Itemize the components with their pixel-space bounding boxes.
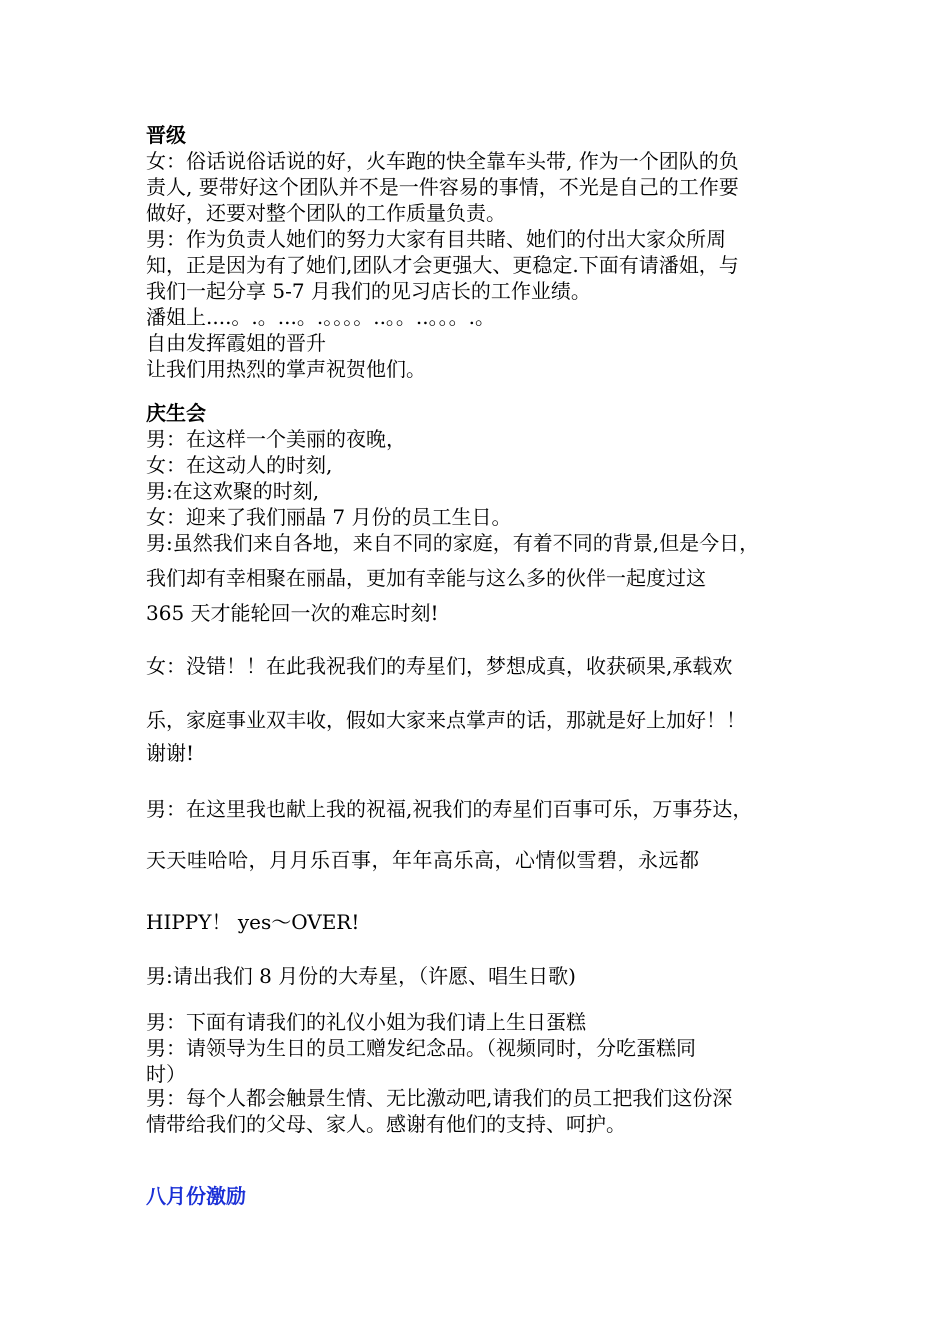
paragraph-line: 我们一起分享 5-7 月我们的见习店长的工作业绩。 <box>146 279 591 303</box>
paragraph-line: 男：在这里我也献上我的祝福,祝我们的寿星们百事可乐，万事芬达， <box>146 797 753 821</box>
paragraph-line: 女：没错！！在此我祝我们的寿星们，梦想成真，收获硕果,承载欢 <box>146 654 733 678</box>
paragraph-line: 让我们用热烈的掌声祝贺他们。 <box>146 357 426 381</box>
section-title-birthday: 庆生会 <box>146 401 206 425</box>
paragraph-line: 天天哇哈哈，月月乐百事，年年高乐高，心情似雪碧，永远都 <box>146 848 700 872</box>
paragraph-line: 谢谢! <box>146 741 195 765</box>
paragraph-line: 男:在这欢聚的时刻, <box>146 479 320 503</box>
paragraph-line: 潘姐上....。.。...。.。。。。..。。..。。。.。 <box>146 305 496 329</box>
paragraph-line: 365 天才能轮回一次的难忘时刻! <box>146 601 439 625</box>
paragraph-line: 情带给我们的父母、家人。感谢有他们的支持、呵护。 <box>146 1112 626 1136</box>
paragraph-line: 女：在这动人的时刻, <box>146 453 333 477</box>
paragraph-line: 我们却有幸相聚在丽晶，更加有幸能与这么多的伙伴一起度过这 <box>146 566 706 590</box>
paragraph-line: 女：迎来了我们丽晶 7 月份的员工生日。 <box>146 505 512 529</box>
paragraph-line: 男：下面有请我们的礼仪小姐为我们请上生日蛋糕 <box>146 1010 586 1034</box>
paragraph-line: 责人, 要带好这个团队并不是一件容易的事情，不光是自己的工作要 <box>146 175 739 199</box>
paragraph-line: 知，正是因为有了她们,团队才会更强大、更稳定.下面有请潘姐，与 <box>146 253 739 277</box>
paragraph-line: 男：请领导为生日的员工赠发纪念品。（视频同时，分吃蛋糕同 <box>146 1036 696 1060</box>
paragraph-line: 男：每个人都会触景生情、无比激动吧,请我们的员工把我们这份深 <box>146 1086 733 1110</box>
paragraph-line: HIPPY！ yes～OVER! <box>146 910 360 934</box>
paragraph-line: 男:请出我们 8 月份的大寿星，（许愿、唱生日歌) <box>146 964 576 988</box>
paragraph-line: 男：作为负责人她们的努力大家有目共睹、她们的付出大家众所周 <box>146 227 726 251</box>
paragraph-line: 女：俗话说俗话说的好，火车跑的快全靠车头带, 作为一个团队的负 <box>146 149 739 173</box>
paragraph-line: 乐，家庭事业双丰收，假如大家来点掌声的话，那就是好上加好！！ <box>146 708 746 732</box>
paragraph-line: 男:虽然我们来自各地，来自不同的家庭，有着不同的背景,但是今日， <box>146 531 760 555</box>
paragraph-line: 自由发挥霞姐的晋升 <box>146 331 326 355</box>
section-title-august-incentive: 八月份激励 <box>146 1184 246 1208</box>
paragraph-line: 做好，还要对整个团队的工作质量负责。 <box>146 201 506 225</box>
paragraph-line: 时） <box>146 1062 186 1086</box>
paragraph-line: 男：在这样一个美丽的夜晚， <box>146 427 406 451</box>
section-title-promotion: 晋级 <box>146 123 186 147</box>
